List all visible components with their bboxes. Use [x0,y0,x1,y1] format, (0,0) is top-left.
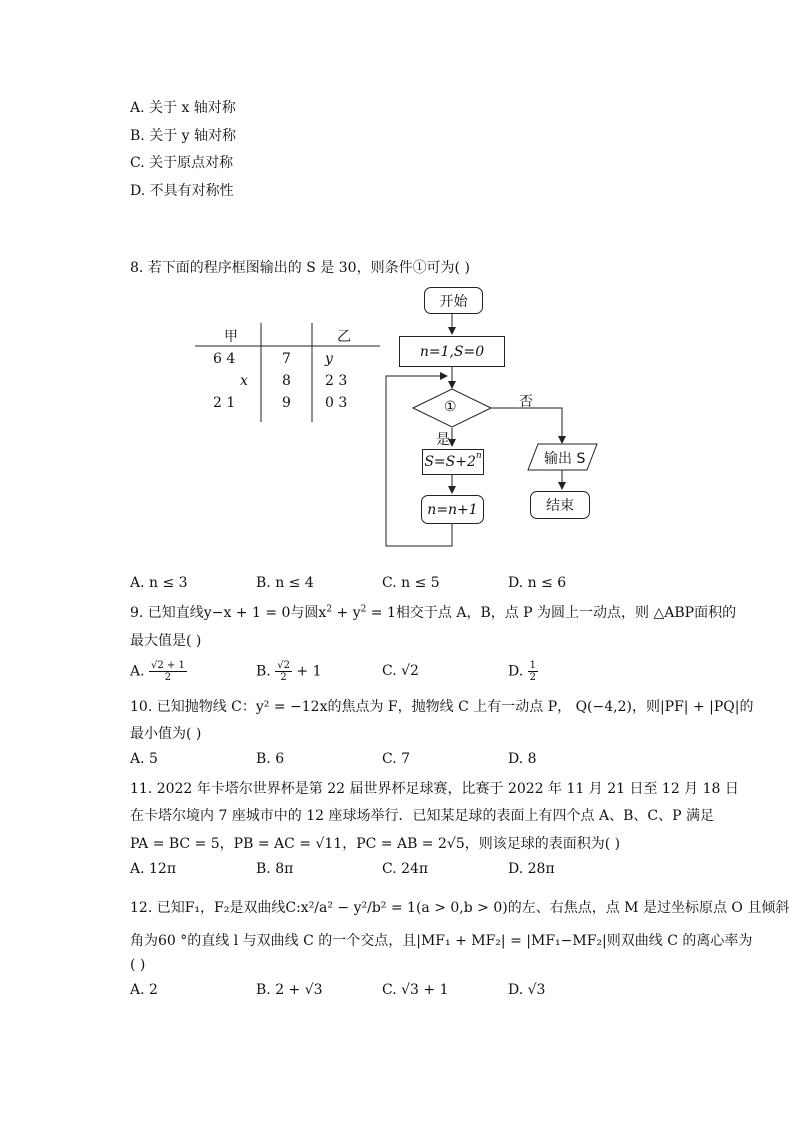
q10-option-a: A. 5 [130,751,158,767]
q9-d-label: D. [508,663,524,680]
stemleaf-row1-left: 6 4 [213,351,236,367]
flow-assign-text: S=S+2 [424,454,476,470]
q10-option-d: D. 8 [508,751,537,767]
flow-increment: n=n+1 [421,495,484,524]
q10-line1: 10. 已知抛物线 C：y² = −12x的焦点为 F，抛物线 C 上有一动点 P， Q(−4,2)，则|PF| + |PQ|的 [130,699,754,715]
flow-end: 结束 [530,491,590,519]
q7-option-c: C. 关于原点对称 [130,155,234,171]
stemleaf-row3-stem: 9 [282,395,291,411]
q9-mid2: = 1相交于点 A，B，点 P 为圆上一动点，则 △ABP面积的 [366,605,737,621]
q11-line1: 11. 2022 年卡塔尔世界杯是第 22 届世界杯足球赛，比赛于 2022 年 11 月 21 日至 12 月 18 日 [130,781,739,797]
q8-option-b: B. n ≤ 4 [256,575,314,591]
flow-condition: ① [444,399,457,415]
q9-a-num: √2 + 1 [151,660,185,671]
q12-option-c: C. √3 + 1 [382,982,449,998]
q9-mid1: + y [332,605,361,621]
q9-a-label: A. [130,663,145,680]
q12-line3: ( ) [130,957,146,973]
flow-start: 开始 [424,287,483,314]
flow-assign-exp: n [475,451,482,461]
flow-output: 输出 S [544,451,586,467]
q9-sq2: 2 [360,604,367,615]
q9-b-tail: + 1 [291,663,322,680]
flow-assign [422,449,484,475]
q9-d-den: 2 [529,672,537,683]
flow-no-label: 否 [519,394,533,410]
q12-option-a: A. 2 [130,982,158,998]
q10-line2: 最小值为( ) [130,726,202,742]
q9-a-den: 2 [164,672,172,683]
q9-sq1: 2 [326,604,333,615]
q9-line2: 最大值是( ) [130,633,202,649]
q9-d-num: 1 [529,660,537,671]
q9-b-label: B. [256,663,271,680]
stemleaf-row2-stem: 8 [282,373,291,389]
stemleaf-row3-right: 0 3 [325,395,348,411]
q8-option-d: D. n ≤ 6 [508,575,567,591]
q12-line2: 角为60 °的直线 l 与双曲线 C 的一个交点，且|MF₁ + MF₂| = |MF₁−MF₂|则双曲线 C 的离心率为 [130,933,753,949]
q9-option-d [508,660,538,683]
q9-prefix: 9. 已知直线y−x + 1 = 0与圆x [130,605,327,621]
q11-line3: PA = BC = 5，PB = AC = √11，PC = AB = 2√5，则该足球的表面积为( ) [130,836,621,852]
stemleaf-row2-left: x [240,373,248,389]
q10-option-c: C. 7 [382,751,411,767]
q7-option-a: A. 关于 x 轴对称 [130,100,236,116]
q12-option-d: D. √3 [508,982,546,998]
q11-option-d: D. 28π [508,861,555,877]
q9-option-c: C. √2 [382,663,419,679]
q9-b-num: √2 [277,660,290,671]
q12-line1: 12. 已知F₁，F₂是双曲线C:x²/a² − y²/b² = 1(a > 0,b > 0)的左、右焦点，点 M 是过坐标原点 O 且倾斜 [130,900,790,916]
q9-option-a [130,660,187,683]
stemleaf-right-header: 乙 [337,329,351,345]
q11-option-c: C. 24π [382,861,429,877]
stemleaf-row2-right: 2 3 [325,373,348,389]
q11-option-b: B. 8π [256,861,294,877]
q8-option-a: A. n ≤ 3 [130,575,188,591]
q9-option-b [256,660,321,683]
q8-option-c: C. n ≤ 5 [382,575,440,591]
q10-option-b: B. 6 [256,751,285,767]
q11-option-a: A. 12π [130,861,177,877]
q7-option-b: B. 关于 y 轴对称 [130,128,236,144]
stemleaf-row1-right: y [325,351,333,367]
stemleaf-row1-stem: 7 [282,351,291,367]
q12-option-b: B. 2 + √3 [256,982,323,998]
q8-stem: 8. 若下面的程序框图输出的 S 是 30，则条件①可为( ) [130,260,470,276]
flow-init: n=1,S=0 [399,336,505,367]
q7-option-d: D. 不具有对称性 [130,183,234,199]
q9-b-den: 2 [280,672,287,683]
flow-yes-label: 是 [436,432,450,448]
stemleaf-left-header: 甲 [224,329,238,345]
q9-line1 [130,602,736,622]
stemleaf-row3-left: 2 1 [213,395,236,411]
q11-line2: 在卡塔尔境内 7 座城市中的 12 座球场举行．已知某足球的表面上有四个点 A、B、C、P 满足 [130,808,714,824]
